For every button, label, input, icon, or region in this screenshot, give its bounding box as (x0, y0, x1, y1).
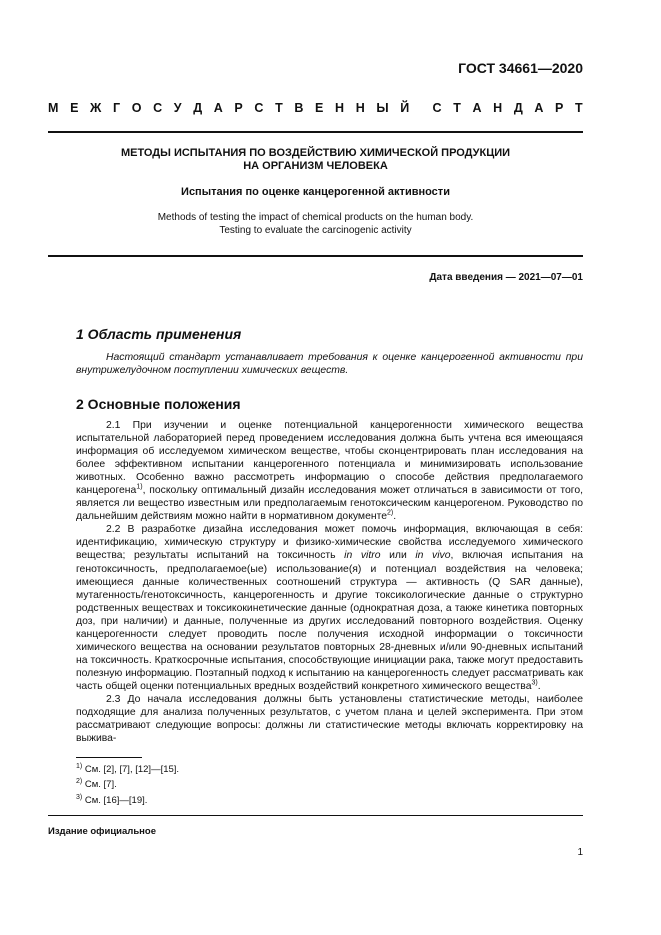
interstate-letter: Н (335, 101, 345, 115)
footnote-3-mark: 3) (76, 793, 83, 801)
interstate-letter: Т (453, 101, 461, 115)
paragraph-2-3: 2.3 До начала исследования должны быть установлены статистические методы, наиболее подходящие для анализа полученных результатов, с учетом плана и целей эксперимента. При этом рассматривают следующие вопросы: должны ли статистические методы включать корректировку на выжива- (76, 693, 583, 745)
interstate-letter: Н (355, 101, 365, 115)
footnote-1-text: См. [2], [7], [12]—[15]. (84, 764, 180, 775)
interstate-letter: Е (70, 101, 79, 115)
english-title (48, 211, 583, 237)
interstate-letter: Д (193, 101, 203, 115)
gost-number: ГОСТ 34661—2020 (458, 60, 583, 76)
document-title (48, 147, 583, 173)
interstate-letter: О (131, 101, 142, 115)
p2-2-text-c: . (537, 680, 541, 692)
in-vivo-term: in vivo (415, 550, 451, 562)
interstate-letter: Т (575, 101, 583, 115)
interstate-letter: А (213, 101, 223, 115)
interstate-standard-heading (48, 101, 583, 115)
interstate-letter: А (472, 101, 482, 115)
footnote-rule (76, 757, 142, 758)
section-1-text (76, 351, 583, 377)
footnote-ref-3[interactable]: 3) (531, 679, 538, 687)
footnote-1-mark: 1) (76, 762, 83, 770)
section-1-heading: 1 Область применения (76, 326, 242, 342)
interstate-letter: С (254, 101, 264, 115)
p2-1-text-a: 2.1 При изучении и оценке потенциальной канцерогенности химического вещества испытательной лабораторией перед проведением исследования должна быть учтена вся имеющаяся информация об исследуемом химическом веществе, чтобы сконцентрировать план исследования на более эффективном испытании канцерогенного потенциала и минимизировать использование животных. Особенно важно рассмотреть информацию о способе действия предполагаемого канцерогена (76, 420, 583, 497)
interstate-letter: Г (113, 101, 121, 115)
interstate-letter: У (173, 101, 182, 115)
p2-2-or: или (380, 550, 416, 562)
footnote-ref-1[interactable]: 1) (136, 483, 143, 491)
p2-1-text-c: . (393, 511, 397, 523)
section-2-body (76, 419, 583, 745)
footnote-ref-2[interactable]: 2) (387, 509, 394, 517)
p2-1-text-b: , поскольку оптимальный дизайн исследования может отличаться в зависимости от того, является ли вещество известным или предполагаемым генотоксическим канцерогеном. Руководство по дальнейшим действиям можно найти в нормативном документе (76, 485, 583, 523)
interstate-letter: Д (513, 101, 523, 115)
interstate-letter: Й (400, 101, 410, 115)
english-title-line-1: Methods of testing the impact of chemical products on the human body. (157, 212, 474, 223)
scope-paragraph: Настоящий стандарт устанавливает требования к оценке канцерогенной активности при внутрижелудочном поступлении химических веществ. (76, 352, 583, 377)
interstate-letter: М (48, 101, 59, 115)
p2-2-text-a: 2.2 В разработке дизайна исследования может помочь информация, включающая в себя: идентификацию, химическую структуру и физико-химические свойства исследуемого химического вещества; результаты испытаний на токсичность (76, 524, 583, 562)
interstate-letter: Ж (90, 101, 102, 115)
interstate-letter: Е (315, 101, 324, 115)
interstate-letter: В (294, 101, 304, 115)
footnote-3-text: См. [16]—[19]. (84, 795, 148, 806)
interstate-letter: Н (493, 101, 503, 115)
title-line-2: НА ОРГАНИЗМ ЧЕЛОВЕКА (243, 160, 388, 172)
footnote-2-mark: 2) (76, 777, 83, 785)
interstate-letter: Р (234, 101, 243, 115)
paragraph-2-2 (76, 523, 583, 693)
interstate-letter: Ы (376, 101, 389, 115)
footnote-2-text: См. [7]. (84, 779, 117, 790)
top-rule (48, 131, 583, 133)
footnote-1 (76, 764, 179, 775)
interstate-letter: А (534, 101, 544, 115)
page-number: 1 (577, 847, 583, 858)
english-title-line-2: Testing to evaluate the carcinogenic activity (219, 225, 412, 236)
paragraph-2-1 (76, 419, 583, 523)
footnote-3 (76, 795, 147, 806)
title-line-1: МЕТОДЫ ИСПЫТАНИЯ ПО ВОЗДЕЙСТВИЮ ХИМИЧЕСКОЙ ПРОДУКЦИИ (120, 147, 511, 159)
title-bottom-rule (48, 255, 583, 257)
in-vitro-term: in vitro (344, 550, 381, 562)
interstate-letter: Р (555, 101, 564, 115)
section-2-heading: 2 Основные положения (76, 396, 241, 412)
footer-rule (48, 815, 583, 816)
footnote-2 (76, 779, 117, 790)
interstate-letter: С (153, 101, 163, 115)
document-subtitle: Испытания по оценке канцерогенной активности (181, 186, 450, 198)
interstate-letter: Т (275, 101, 283, 115)
introduction-date: Дата введения — 2021—07—01 (429, 272, 583, 283)
p2-2-text-b: , включая испытания на генотоксичность, предполагаемое(ые) использование(я) и потенциал воздействия на человека; имеющиеся данные количественных соотношений структура — активность (Q SAR данные), мутагенность/генотоксичность, канцерогенность и другие токсикологические данные о структурно родственных веществах и токсикокинетические данные (однократная доза, а также кинетика повторных доз, при наличии) и данные, полученные из других исследований повторного воздействия. Оценку канцерогенности следует проводить после получения исходной информации о токсичности химического вещества на основании результатов повторных 28-дневных и/или 90-дневных испытаний на токсичность. Краткосрочные испытания, способствующие инициации рака, также могут предоставить полезную информацию. Поэтапный подход к испытанию на канцерогенность следует рассматривать как часть общей оценки потенциальных вредных воздействий конкретного химического вещества (76, 550, 584, 692)
official-edition-label: Издание официальное (48, 826, 156, 837)
interstate-letter: С (432, 101, 442, 115)
